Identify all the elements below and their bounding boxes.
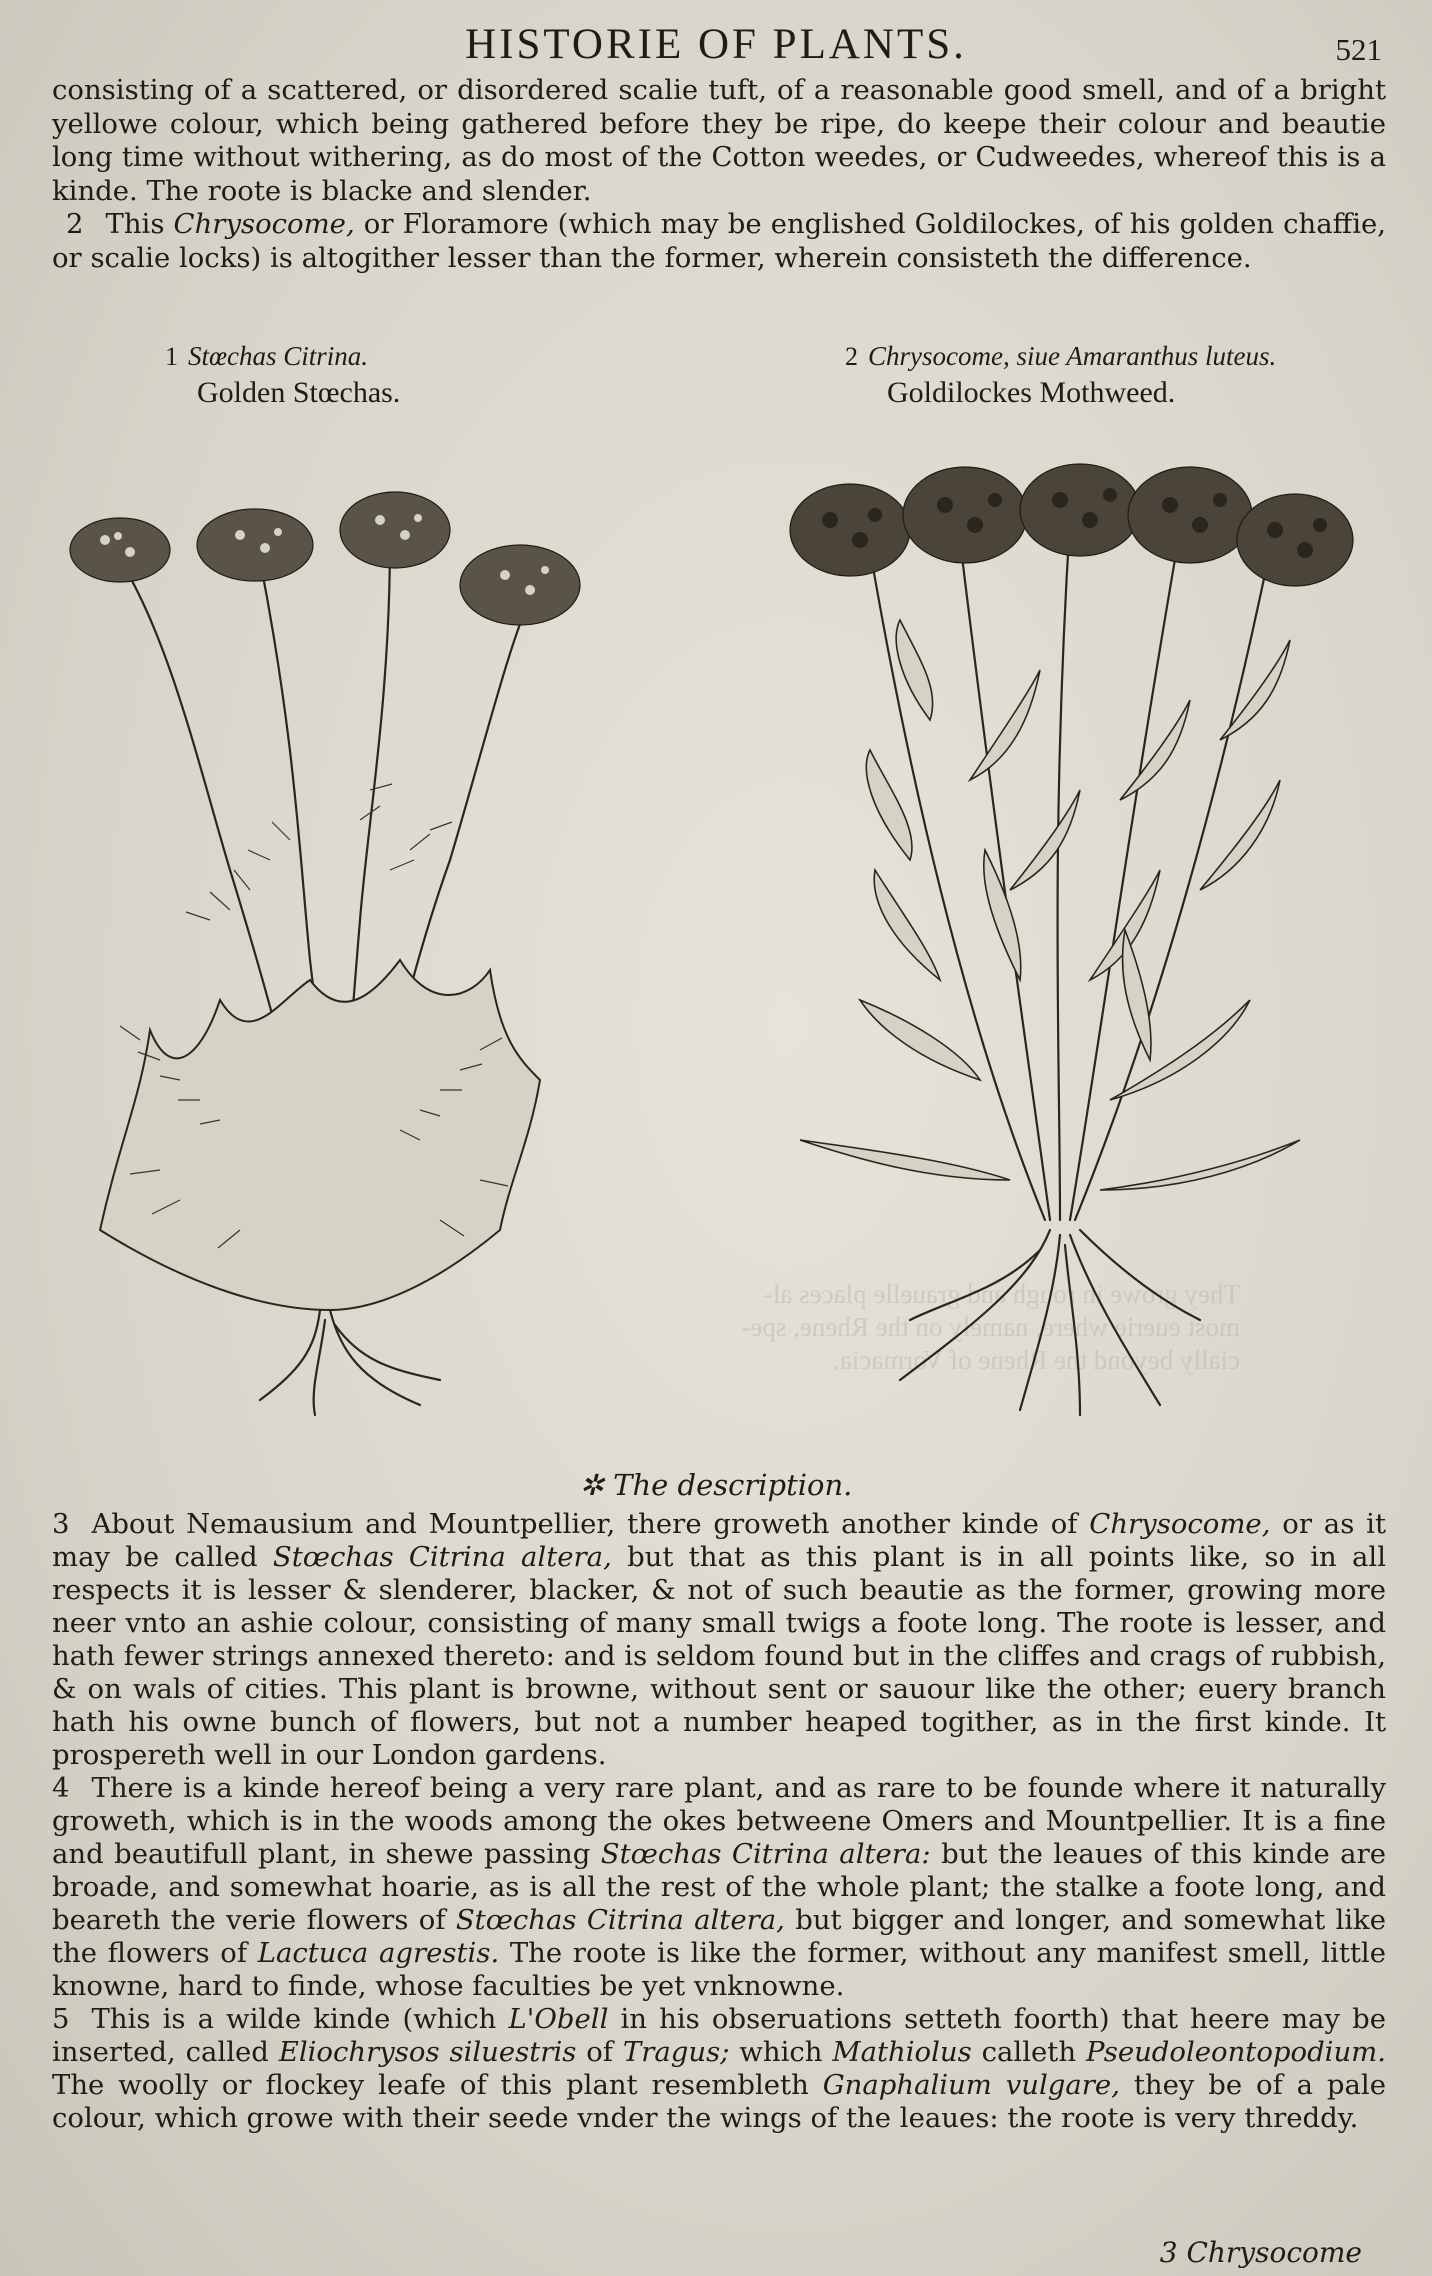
- italic-run: Tragus;: [622, 2036, 730, 2068]
- figure-number: 1: [165, 342, 178, 371]
- paragraph-3: [52, 1508, 1386, 1772]
- latin-name: Stœchas Citrina.: [188, 341, 369, 371]
- italic-run: Pseudoleontopodium.: [1085, 2036, 1386, 2068]
- text-run: calleth: [971, 2036, 1086, 2068]
- text-run: in his obseruations setteth foorth) that heere may be inserted, called: [52, 2003, 1386, 2068]
- catchword: 3 Chrysocome: [1159, 2236, 1362, 2269]
- paragraph-4: [52, 1772, 1386, 2003]
- italic-run: Eliochrysos siluestris: [278, 2036, 577, 2068]
- paragraph-number: 2: [66, 208, 84, 240]
- italic-run: Chrysocome,: [1089, 1508, 1271, 1540]
- text-run: of: [576, 2036, 623, 2068]
- page-number: 521: [1335, 32, 1382, 67]
- figure-caption-2: [845, 338, 1276, 411]
- paragraph-continued: consisting of a scattered, or disordered scalie tuft, of a reasonable good smell, and of a bright yellowe colour, which being gathered before they be ripe, do keepe their colour and beautie long time without withering, as do most of the Cotton weedes, or Cudweedes, whereof this is a kinde. The roote is blacke and slender.: [52, 74, 1386, 207]
- paragraph-2: [52, 208, 1386, 275]
- italic-run: Stœchas Citrina altera:: [600, 1838, 931, 1870]
- text-run: or as it may be called: [52, 1508, 1386, 1573]
- plant-illustration-2: [780, 420, 1380, 1420]
- text-run: The roote is like the former, without any manifest smell, little knowne, hard to finde, whose faculties be yet vnknowne.: [52, 1937, 1386, 2002]
- section-heading: ✲ The description.: [579, 1468, 853, 1502]
- intro-text: [52, 74, 1386, 275]
- english-name: Goldilockes Mothweed.: [887, 376, 1176, 409]
- bleed-line: They growe in rough and grauelle places al-: [763, 1279, 1240, 1309]
- italic-run: Lactuca agrestis.: [257, 1937, 500, 1969]
- woodcut-golden-stoechas: [60, 440, 660, 1420]
- text-run: About Nemausium and Mountpellier, there groweth another kinde of: [91, 1508, 1090, 1540]
- running-title: HISTORIE OF PLANTS.: [465, 21, 967, 68]
- text-run: but bigger and longer, and somewhat like the flowers of: [52, 1904, 1387, 1969]
- italic-run: Mathiolus: [832, 2036, 972, 2068]
- woodcut-goldilockes-mothweed: [780, 420, 1380, 1420]
- bleed-line: cially beyond the Rhene of Vormacia.: [833, 1345, 1240, 1375]
- text-run: but the leaues of this kinde are broade, and somewhat hoarie, as is all the rest of the whole plant; the stalke a foote long, and beareth the verie flowers of: [52, 1838, 1386, 1936]
- paragraph-5: [52, 2003, 1386, 2135]
- text-run: which: [729, 2036, 833, 2068]
- italic-run: L'Obell: [508, 2003, 609, 2035]
- description-text: [52, 1508, 1386, 2135]
- text-run: they be of a pale colour, which growe with their seede vnder the wings of the leaues: the roote is very threddy.: [52, 2069, 1387, 2134]
- text-run: The woolly or flockey leafe of this plant resembleth: [52, 2069, 823, 2101]
- italic-run: Chrysocome,: [173, 208, 355, 240]
- paragraph-number: 4: [52, 1772, 70, 1804]
- english-name: Golden Stœchas.: [197, 376, 401, 409]
- italic-run: Stœchas Citrina altera,: [272, 1541, 612, 1573]
- text-run: There is a kinde hereof being a very rare plant, and as rare to be founde where it naturally groweth, which is in the woods among the okes betweene Omers and Mountpellier. It is a fine and beautifull plant, in shewe passing: [52, 1772, 1386, 1870]
- italic-run: Gnaphalium vulgare,: [822, 2069, 1120, 2101]
- paragraph-number: 5: [52, 2003, 70, 2035]
- figure-caption-1: [165, 338, 400, 411]
- text-run: but that as this plant is in all points like, so in all respects it is lesser & slenderer, blacker, & not of such beautie as the former, growing more neer vnto an ashie colour, consisting of many small twigs a foote long. The roote is lesser, and hath fewer strings annexed thereto: and is seldom found but in the cliffes and crags of rubbish, & on wals of cities. This plant is browne, without sent or sauour like the other; euery branch hath his owne bunch of flowers, but not a number heaped togither, as in the first kinde. It prospereth well in our London gardens.: [52, 1541, 1386, 1771]
- page-header: [0, 18, 1432, 78]
- plant-illustration-1: [60, 440, 660, 1420]
- figure-number: 2: [845, 342, 858, 371]
- latin-name: Chrysocome, siue Amaranthus luteus.: [868, 341, 1277, 371]
- bleed-line: most euerie where, namely on the Rhene, spe-: [741, 1312, 1240, 1342]
- text-run: or Floramore (which may be englished Goldilockes, of his golden chaffie, or scalie locks) is altogither lesser than the former, wherein consisteth the difference.: [52, 208, 1386, 274]
- italic-run: Stœchas Citrina altera,: [455, 1904, 785, 1936]
- text-run: This: [105, 208, 174, 240]
- paragraph-number: 3: [52, 1508, 70, 1540]
- text-run: This is a wilde kinde (which: [91, 2003, 509, 2035]
